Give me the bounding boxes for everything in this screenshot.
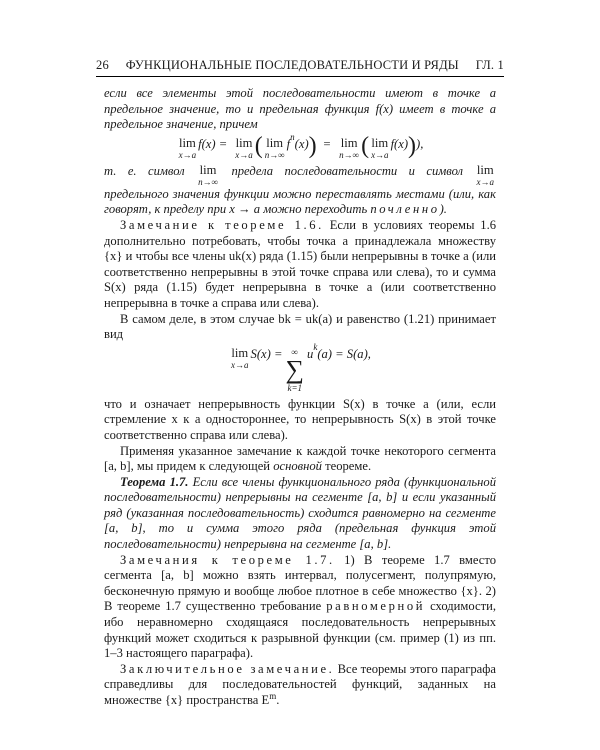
lim-operator: lim n→∞ xyxy=(339,135,360,160)
formula-series-continuity: lim x→a S(x) = ∞ ∑ k=1 u k (a) = S(a), xyxy=(231,341,371,393)
page-number: 26 xyxy=(96,58,109,72)
remarks-theorem-1-7: Замечания к теореме 1.7. 1) В теореме 1.7 вместо сегмента [a, b] можно взять интервал, полусегмент, полупрямую, бесконечную прямую и вообще любое плотное в себе множество {x}. 2) В теореме 1.7 существенно требование равномерной сходимости, ибо неравномерно сходящаяся последовательность непрерывных функций может сходиться к разрывной функции (см. пример (1) из пп. 1–3 настоящего параграфа). xyxy=(104,552,497,661)
remark-theorem-1-6: Замечание к теореме 1.6. Если в условиях теоремы 1.6 дополнительно потребовать, чтобы точка a принадлежала множеству {x} и чтобы все члены uk(x) ряда (1.15) были непрерывны в точке a (или соответственно непрерывны в этой точке справа или слева), то и сумма S(x) ряда (1.15) будет непрерывна в точке a (или соответственно непрерывна в точке a справа или слева). xyxy=(104,217,497,310)
lim-operator: lim x→a xyxy=(371,135,389,160)
page-header xyxy=(96,58,504,73)
final-remark: Заключительное замечание. Все теоремы этого параграфа справедливы для последовательностей функций, заданных на множестве {x} пространства $E^m$. xyxy=(104,661,497,707)
paragraph-segment: Применяя указанное замечание к каждой точке некоторого сегмента [a, b], мы придем к следующей основной теореме. xyxy=(104,443,496,474)
paragraph-proof: В самом деле, в этом случае bk = uk(a) и равенство (1.21) принимает вид xyxy=(104,311,496,342)
sum-operator: ∞ ∑ k=1 xyxy=(285,346,305,393)
remark-title: Замечание к теореме 1.6. xyxy=(120,217,324,232)
header-rule xyxy=(96,76,504,77)
running-title: ФУНКЦИОНАЛЬНЫЕ ПОСЛЕДОВАТЕЛЬНОСТИ И РЯДЫ xyxy=(125,58,459,72)
final-remark-title: Заключительное замечание. xyxy=(120,661,335,676)
lim-operator: lim x→a xyxy=(235,135,253,160)
lim-operator: lim n→∞ xyxy=(198,162,219,187)
chapter-label: ГЛ. 1 xyxy=(475,58,504,72)
lim-operator: lim x→a xyxy=(178,135,197,160)
theorem-title: Теорема 1.7. xyxy=(120,474,189,489)
paragraph-symbol-swap: т. е. символ lim n→∞ предела последовательности и символ lim x→a предельного значения функции можно переставлять местами (или, как говорят, к пределу при x → a можно переходить почленно). xyxy=(104,162,496,217)
lim-operator: lim x→a xyxy=(231,345,249,370)
theorem-1-7: Теорема 1.7. Если все члены функционального ряда (функциональной последовательности) непрерывны на сегменте [a, b] и если указанный ряд (указанная последовательность) сходится равномерно на сегменте [a, b], то и сумма этого ряда (предельная функция этой последовательности) непрерывна на сегменте [a, b]. xyxy=(104,474,496,552)
lim-operator: lim x→a xyxy=(476,162,494,187)
lim-operator: lim n→∞ xyxy=(264,135,285,160)
remarks-title: Замечания к теореме 1.7. xyxy=(120,552,335,567)
page-body xyxy=(104,86,496,709)
paragraph-continuity-meaning: что и означает непрерывность функции S(x) в точке a (или, если стремление x к a одностороннее, то непрерывность S(x) в этой точке соответственно справа или слева). xyxy=(104,396,496,442)
paragraph-limit-intro: если все элементы этой последовательности имеют в точке a предельное значение, то и предельная функция f(x) имеет в точке a предельное значение, причем xyxy=(104,86,496,132)
formula-limit-interchange: lim x→a f(x) = lim x→a ( lim n→∞ f n (x) ) = lim n→∞ ( lim x→a f(x) ) ), xyxy=(178,131,424,160)
